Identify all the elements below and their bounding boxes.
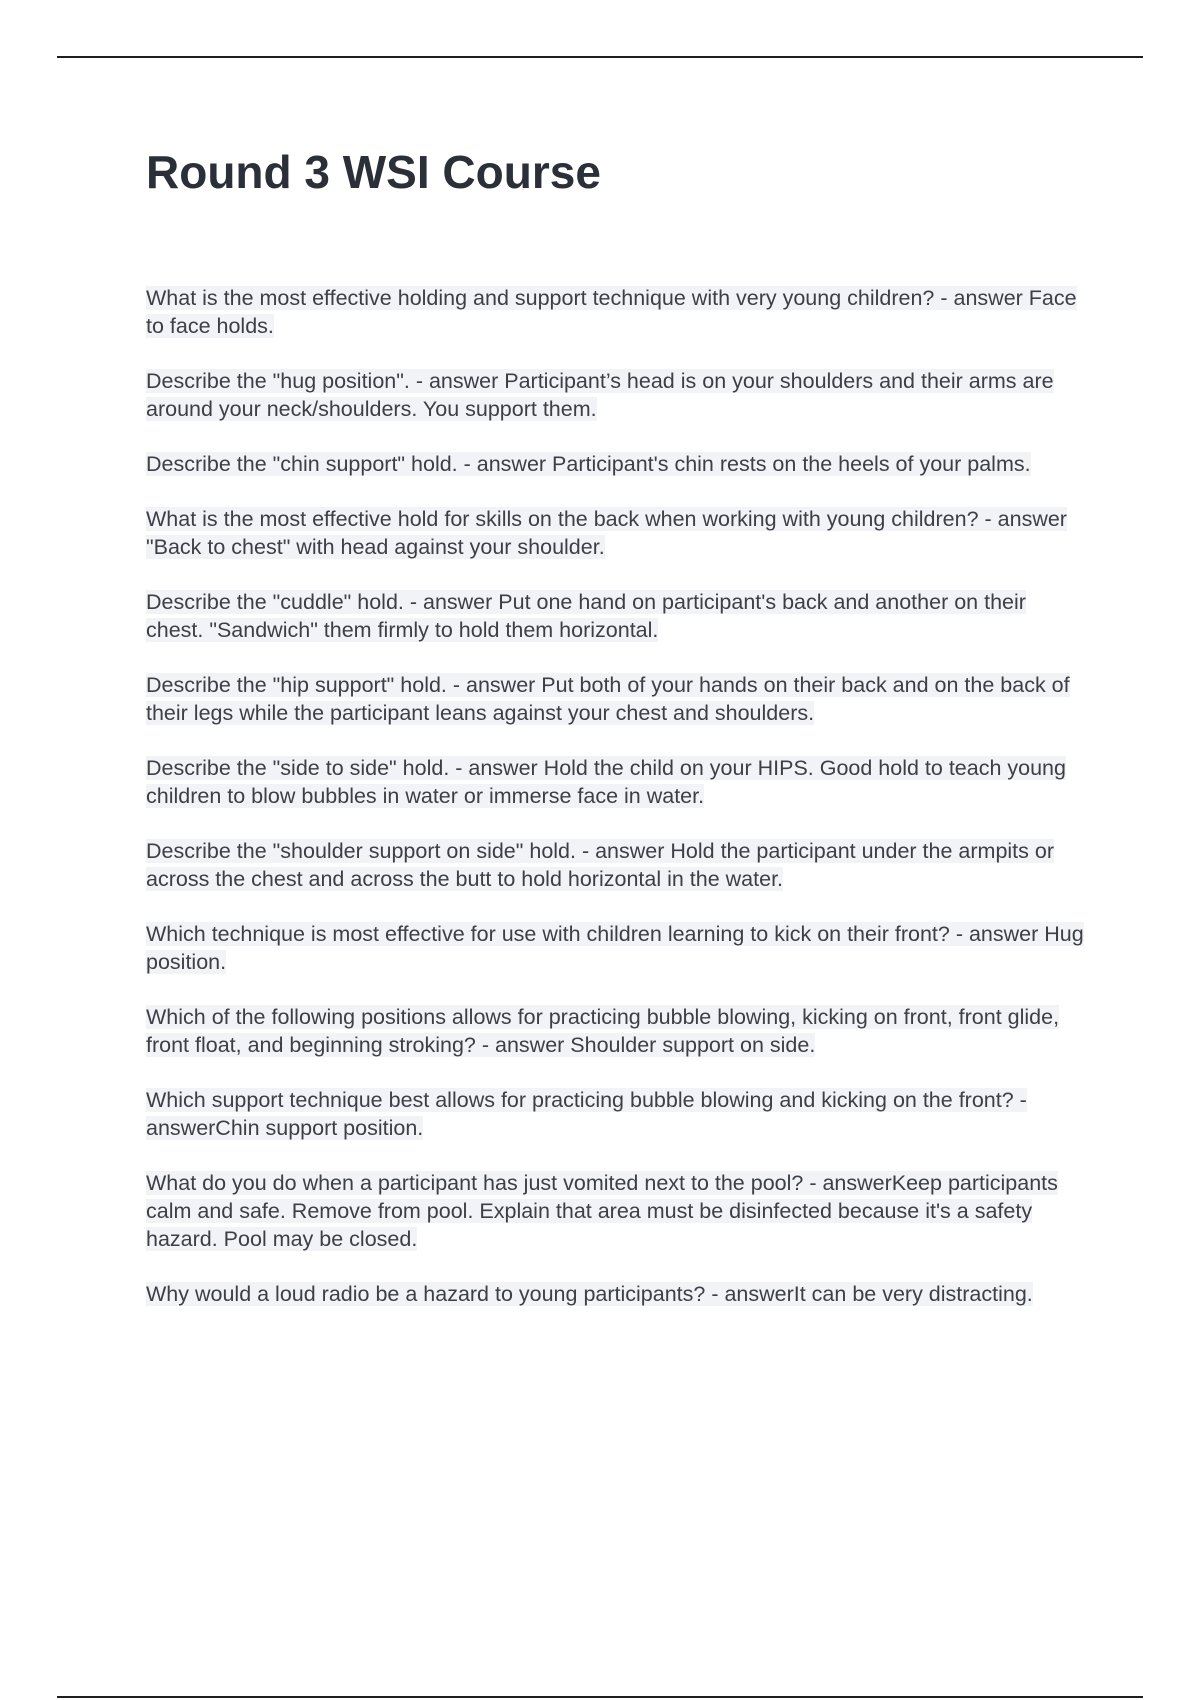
qa-text: What is the most effective holding and support technique with very young children? - answer Face to face holds. (146, 286, 1077, 338)
qa-item (146, 1169, 1086, 1253)
qa-item (146, 1003, 1086, 1059)
qa-text: Which of the following positions allows for practicing bubble blowing, kicking on front, front glide, front float, and beginning stroking? - answer Shoulder support on side. (146, 1005, 1060, 1057)
qa-item (146, 1280, 1086, 1308)
qa-text: Which technique is most effective for use with children learning to kick on their front? - answer Hug position. (146, 922, 1084, 974)
qa-item (146, 920, 1086, 976)
qa-item (146, 1086, 1086, 1142)
qa-text: Describe the "shoulder support on side" hold. - answer Hold the participant under the armpits or across the chest and across the butt to hold horizontal in the water. (146, 839, 1054, 891)
qa-item (146, 284, 1086, 340)
qa-item (146, 837, 1086, 893)
qa-text: Describe the "hip support" hold. - answer Put both of your hands on their back and on the back of their legs while the participant leans against your chest and shoulders. (146, 673, 1070, 725)
qa-text: Describe the "side to side" hold. - answer Hold the child on your HIPS. Good hold to teach young children to blow bubbles in water or immerse face in water. (146, 756, 1066, 808)
qa-item (146, 505, 1086, 561)
qa-text: Why would a loud radio be a hazard to young participants? - answerIt can be very distracting. (146, 1282, 1033, 1306)
qa-item (146, 588, 1086, 644)
qa-text: Describe the "cuddle" hold. - answer Put one hand on participant's back and another on their chest. "Sandwich" them firmly to hold them horizontal. (146, 590, 1026, 642)
qa-text: Which support technique best allows for practicing bubble blowing and kicking on the front? - answerChin support position. (146, 1088, 1027, 1140)
qa-item (146, 450, 1086, 478)
qa-item (146, 367, 1086, 423)
qa-text: What do you do when a participant has just vomited next to the pool? - answerKeep participants calm and safe. Remove from pool. Explain that area must be disinfected because it's a safety hazard. Pool may be closed. (146, 1171, 1058, 1251)
qa-text: Describe the "hug position". - answer Participant’s head is on your shoulders and their arms are around your neck/shoulders. You support them. (146, 369, 1054, 421)
qa-text: What is the most effective hold for skills on the back when working with young children? - answer "Back to chest" with head against your shoulder. (146, 507, 1067, 559)
page-title: Round 3 WSI Course (146, 146, 601, 198)
top-rule (57, 56, 1143, 58)
qa-text: Describe the "chin support" hold. - answer Participant's chin rests on the heels of your palms. (146, 452, 1031, 476)
qa-item (146, 671, 1086, 727)
qa-list (146, 284, 1086, 1335)
bottom-rule (57, 1696, 1143, 1698)
qa-item (146, 754, 1086, 810)
